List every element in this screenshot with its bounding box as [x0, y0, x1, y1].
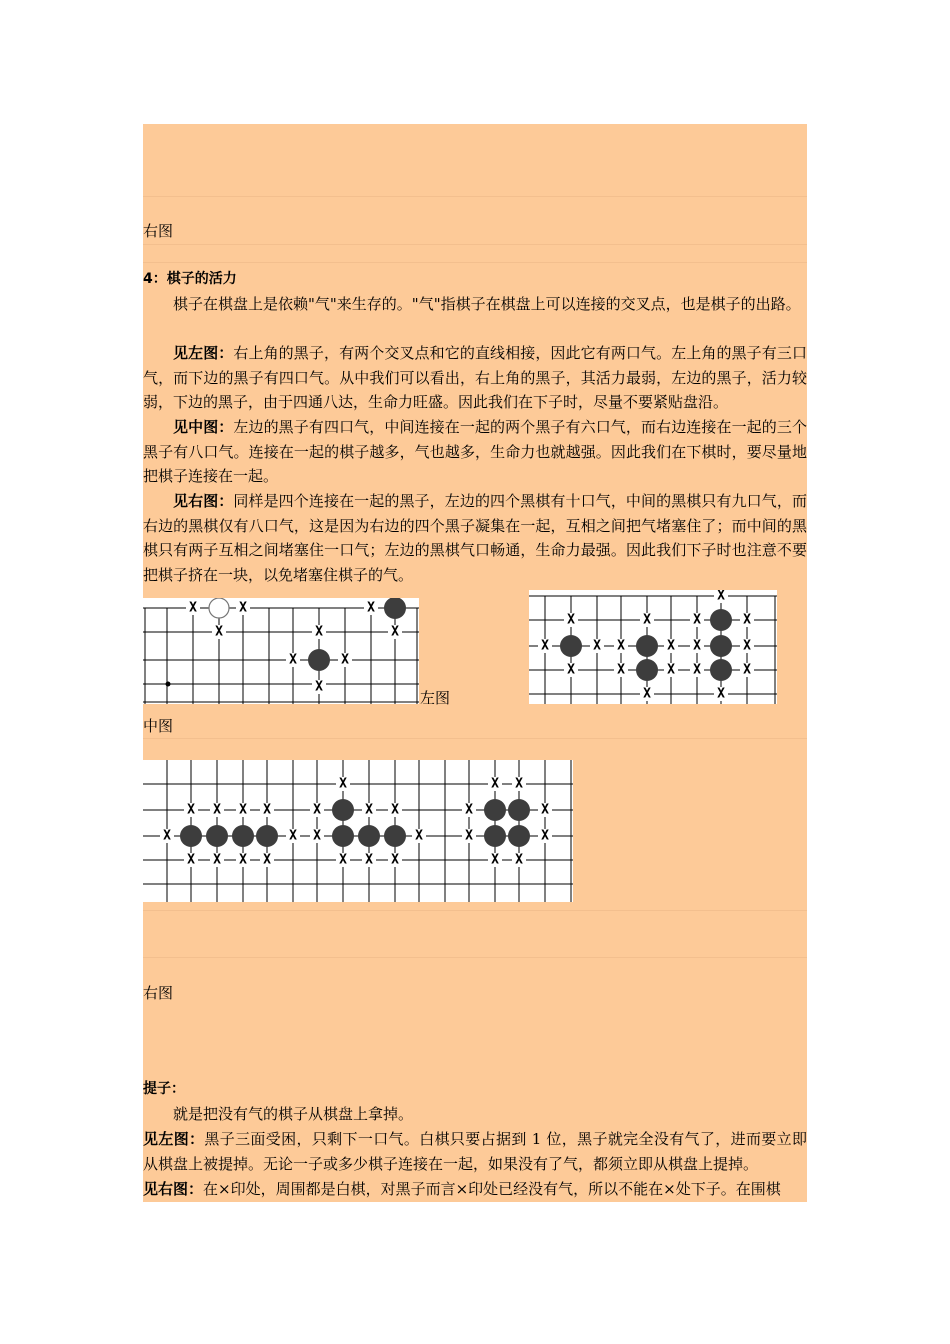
- liberty-mark: X: [239, 852, 247, 868]
- liberty-mark: X: [667, 638, 675, 654]
- liberty-mark: X: [391, 852, 399, 868]
- liberty-mark: X: [693, 662, 701, 678]
- liberty-mark: X: [743, 638, 751, 654]
- liberty-mark: X: [215, 624, 223, 640]
- liberty-mark: X: [289, 652, 297, 668]
- liberty-mark: X: [367, 600, 375, 616]
- liberty-mark: X: [541, 638, 549, 654]
- capture-see-right-label: 见右图：: [143, 1180, 204, 1198]
- black-stone: [508, 799, 530, 821]
- black-stone: [384, 825, 406, 847]
- black-stone: [180, 825, 202, 847]
- liberty-mark: X: [693, 638, 701, 654]
- black-stone: [710, 609, 732, 631]
- section-heading: 4：棋子的活力: [143, 271, 237, 287]
- liberty-mark: X: [263, 852, 271, 868]
- liberty-mark: X: [515, 852, 523, 868]
- paragraph-capture-right: [143, 1177, 807, 1201]
- liberty-mark: X: [263, 802, 271, 818]
- liberty-mark: X: [187, 802, 195, 818]
- paragraph-capture-left: [143, 1127, 807, 1176]
- liberty-mark: X: [491, 776, 499, 792]
- liberty-mark: X: [189, 600, 197, 616]
- liberty-mark: X: [567, 662, 575, 678]
- liberty-mark: X: [465, 802, 473, 818]
- liberty-mark: X: [541, 828, 549, 844]
- paragraph-capture-intro: [143, 1102, 807, 1127]
- black-stone: [710, 659, 732, 681]
- capture-see-left-label: 见左图：: [143, 1130, 205, 1148]
- divider: [143, 957, 807, 958]
- divider: [143, 196, 807, 197]
- divider: [143, 244, 807, 245]
- liberty-mark: X: [315, 624, 323, 640]
- liberty-mark: X: [717, 590, 725, 604]
- paragraph-right-figure: [143, 489, 807, 587]
- liberty-mark: X: [567, 612, 575, 628]
- see-left-text: 右上角的黑子，有两个交叉点和它的直线相接，因此它有两口气。左上角的黑子有三口气，而下边的黑子有四口气。从中我们可以看出，右上角的黑子，其活力最弱，左边的黑子，活力较弱，下边的黑子，由于四通八达，生命力旺盛。因此我们在下子时，尽量不要紧贴盘沿。: [143, 344, 807, 411]
- divider: [143, 262, 807, 263]
- black-stone: [332, 799, 354, 821]
- liberty-mark: X: [339, 852, 347, 868]
- black-stone: [384, 598, 406, 619]
- paragraph-left-figure: [143, 341, 807, 415]
- liberty-mark: X: [743, 612, 751, 628]
- black-stone: [358, 825, 380, 847]
- divider: [143, 910, 807, 911]
- liberty-mark: X: [465, 828, 473, 844]
- black-stone: [332, 825, 354, 847]
- liberty-mark: X: [717, 686, 725, 702]
- liberty-mark: X: [515, 776, 523, 792]
- divider: [143, 738, 807, 739]
- see-right-text: 同样是四个连接在一起的黑子，左边的四个黑棋有十口气，中间的黑棋只有九口气，而右边的黑棋仅有八口气，这是因为右边的四个黑子凝集在一起，互相之间把气堵塞住了；而中间的黑棋只有两子互相之间堵塞住一口气；左边的黑棋气口畅通，生命力最强。因此我们下子时也注意不要把棋子挤在一块，以免堵塞住棋子的气。: [143, 492, 807, 584]
- go-board-left: [143, 598, 419, 704]
- liberty-mark: X: [643, 612, 651, 628]
- capture-see-right-text: 在×印处，周围都是白棋，对黑子而言×印处已经没有气，所以不能在×处下子。在围棋: [203, 1180, 781, 1198]
- liberty-mark: X: [213, 802, 221, 818]
- liberty-mark: X: [491, 852, 499, 868]
- black-stone: [232, 825, 254, 847]
- liberty-mark: X: [289, 828, 297, 844]
- liberty-mark: X: [667, 662, 675, 678]
- go-board-middle: [529, 590, 777, 704]
- liberty-mark: X: [341, 652, 349, 668]
- liberty-mark: X: [315, 679, 323, 695]
- liberty-mark: X: [693, 612, 701, 628]
- liberty-mark: X: [743, 662, 751, 678]
- liberty-mark: X: [643, 686, 651, 702]
- liberty-mark: X: [339, 776, 347, 792]
- section-heading-capture: 提子：: [143, 1081, 185, 1097]
- black-stone: [484, 799, 506, 821]
- caption-left: 左图: [420, 689, 451, 707]
- liberty-mark: X: [617, 638, 625, 654]
- black-stone: [308, 649, 330, 671]
- black-stone: [484, 825, 506, 847]
- go-board-right: [143, 760, 573, 902]
- paragraph-middle-figure: [143, 415, 807, 489]
- black-stone: [560, 635, 582, 657]
- see-left-label: 见左图：: [173, 344, 234, 362]
- liberty-mark: X: [239, 802, 247, 818]
- liberty-mark: X: [213, 852, 221, 868]
- caption-top-right: 右图: [143, 222, 174, 240]
- black-stone: [256, 825, 278, 847]
- paragraph-intro: [143, 292, 807, 317]
- liberty-mark: X: [365, 852, 373, 868]
- black-stone: [636, 659, 658, 681]
- capture-see-left-text: 黑子三面受困，只剩下一口气。白棋只要占据到 1 位，黑子就完全没有气了，进而要立即从棋盘上被提掉。无论一子或多少棋子连接在一起，如果没有了气，都须立即从棋盘上提掉。: [143, 1130, 807, 1173]
- caption-middle: 中图: [143, 717, 174, 735]
- black-stone: [508, 825, 530, 847]
- caption-bottom-right: 右图: [143, 984, 174, 1002]
- liberty-mark: X: [187, 852, 195, 868]
- black-stone: [636, 635, 658, 657]
- white-stone: [209, 598, 229, 618]
- liberty-mark: X: [541, 802, 549, 818]
- see-middle-text: 左边的黑子有四口气，中间连接在一起的两个黑子有六口气，而右边连接在一起的三个黑子有八口气。连接在一起的棋子越多，气也越多，生命力也就越强。因此我们在下棋时，要尽量地把棋子连接在一起。: [143, 418, 807, 485]
- liberty-mark: X: [617, 662, 625, 678]
- liberty-mark: X: [391, 624, 399, 640]
- capture-intro-text: 就是把没有气的棋子从棋盘上拿掉。: [173, 1105, 414, 1123]
- liberty-mark: X: [365, 802, 373, 818]
- liberty-mark: X: [593, 638, 601, 654]
- liberty-mark: X: [313, 802, 321, 818]
- see-right-label: 见右图：: [173, 492, 234, 510]
- liberty-mark: X: [391, 802, 399, 818]
- liberty-mark: X: [163, 828, 171, 844]
- liberty-mark: X: [313, 828, 321, 844]
- liberty-mark: X: [415, 828, 423, 844]
- black-stone: [710, 635, 732, 657]
- liberty-mark: X: [239, 600, 247, 616]
- black-stone: [206, 825, 228, 847]
- intro-text: 棋子在棋盘上是依赖"气"来生存的。"气"指棋子在棋盘上可以连接的交叉点，也是棋子的出路。: [173, 295, 801, 313]
- see-middle-label: 见中图：: [173, 418, 234, 436]
